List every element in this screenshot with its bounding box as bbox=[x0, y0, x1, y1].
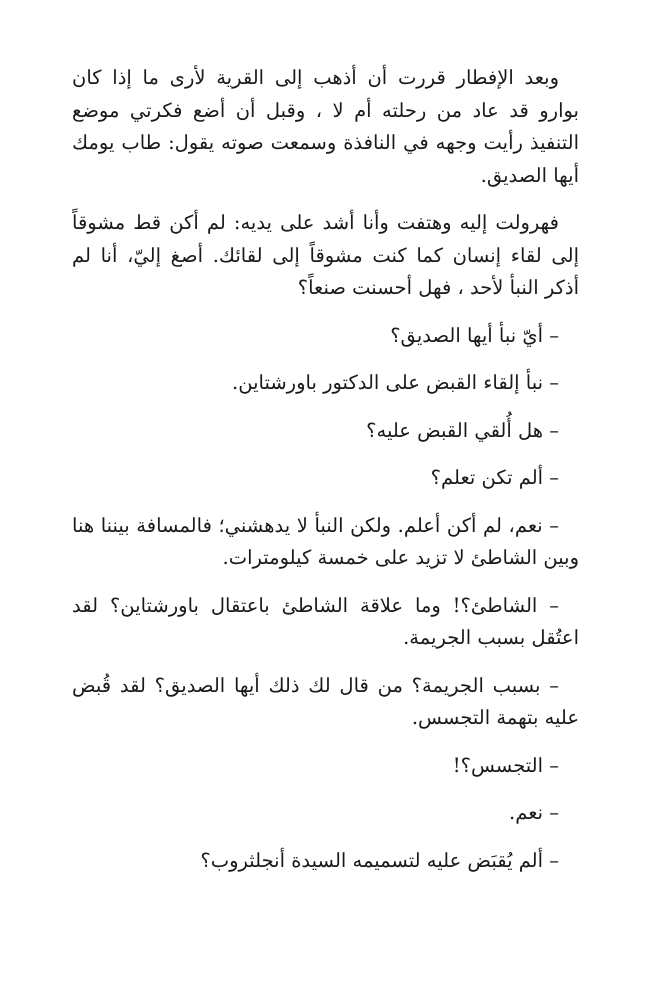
dialogue-line: – التجسس؟! bbox=[452, 753, 559, 777]
dialogue-line: – هل أُلقي القبض عليه؟ bbox=[366, 418, 559, 442]
paragraph-breakfast: وبعد الإفطار قررت أن أذهب إلى القرية لأرى ما إذا كان بوارو قد عاد من رحلته أم لا ، وقبل أن أضع فكرتي موضع التنفيذ رأيت وجهه في النافذة وسمعت صوته يقول: طاب يومك أيها الصديق. bbox=[72, 66, 579, 187]
dialogue-line: – ألم يُقبَض عليه لتسميمه السيدة أنجلثروب؟ bbox=[200, 848, 559, 872]
dialogue-line: – بسبب الجريمة؟ من قال لك ذلك أيها الصديق؟ لقد قُبض عليه بتهمة التجسس. bbox=[72, 673, 579, 729]
dialogue-line: – أيّ نبأ أيها الصديق؟ bbox=[390, 323, 559, 347]
paragraph-greeting: فهرولت إليه وهتفت وأنا أشد على يديه: لم أكن قط مشوقاً إلى لقاء إنسان كما كنت مشوقاً إلى لقائك. أصغ إليّ، أنا لم أذكر النبأ لأحد ، فهل أحسنت صنعاً؟ bbox=[72, 211, 579, 299]
dialogue-line: – نعم، لم أكن أعلم. ولكن النبأ لا يدهشني؛ فالمسافة بيننا هنا وبين الشاطئ لا تزيد على خمسة كيلومترات. bbox=[72, 513, 579, 569]
dialogue-line: – ألم تكن تعلم؟ bbox=[430, 466, 559, 489]
dialogue-line: – نعم. bbox=[509, 801, 559, 824]
dialogue-line: – الشاطئ؟! وما علاقة الشاطئ باعتقال باورشتاين؟ لقد اعتُقل بسبب الجريمة. bbox=[72, 593, 579, 649]
dialogue-line: – نبأ إلقاء القبض على الدكتور باورشتاين. bbox=[232, 371, 559, 394]
